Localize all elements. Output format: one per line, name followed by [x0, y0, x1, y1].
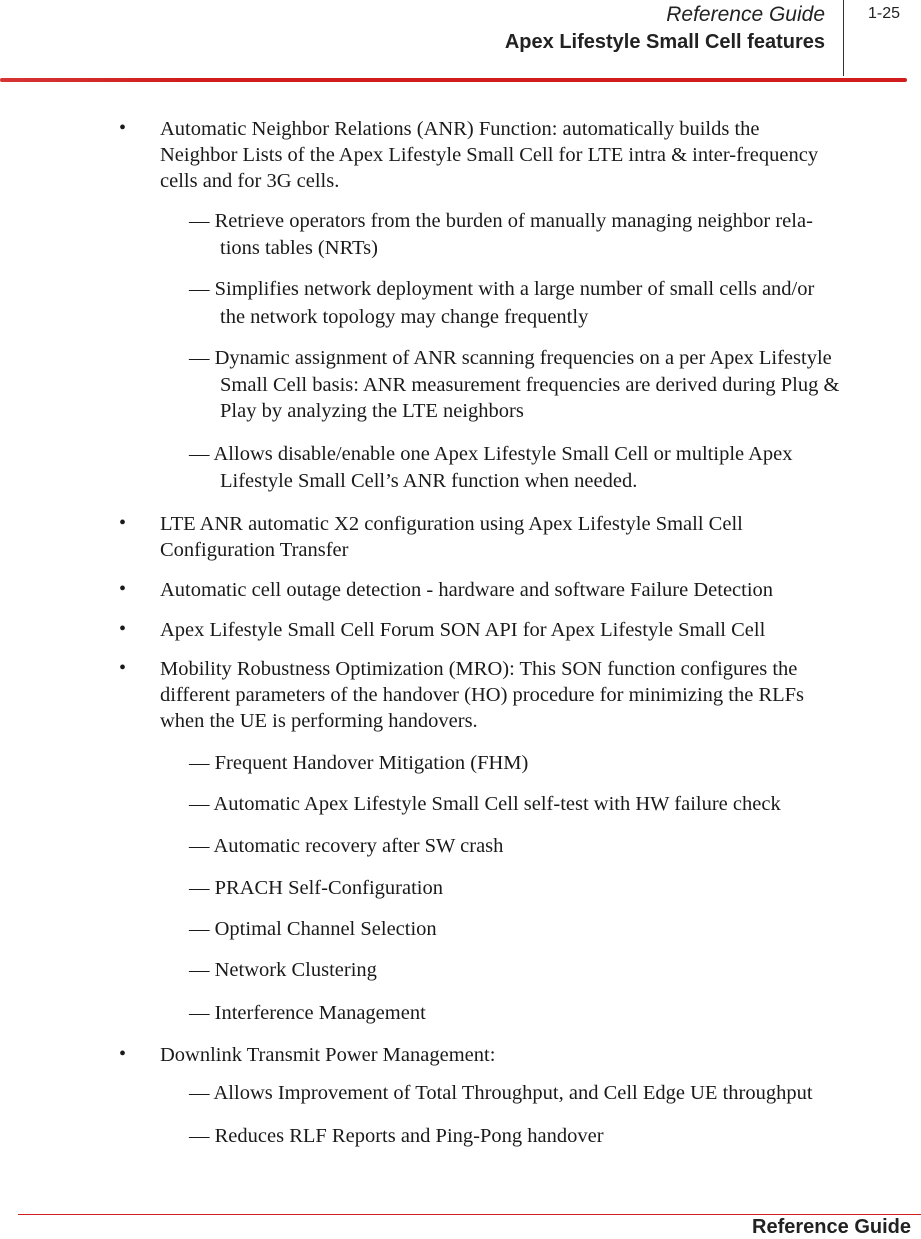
- header-section-title: Apex Lifestyle Small Cell features: [504, 31, 825, 53]
- bullet-glyph: •: [119, 512, 127, 534]
- sub-item-3-line-1: — Dynamic assignment of ANR scanning frequencies on a per Apex Lifestyle: [189, 347, 832, 369]
- sub-item-4-line-2: Lifestyle Small Cell’s ANR function when needed.: [220, 470, 638, 492]
- bullet-4-line-1: Apex Lifestyle Small Cell Forum SON API for Apex Lifestyle Small Cell: [160, 619, 766, 641]
- sub-item-1-line-2: tions tables (NRTs): [220, 237, 378, 259]
- sub-item-3-line-3: Play by analyzing the LTE neighbors: [220, 400, 524, 422]
- bullet-glyph: •: [119, 117, 127, 139]
- sub-item-10: — Network Clustering: [189, 959, 377, 981]
- bullet-glyph: •: [119, 578, 127, 600]
- sub-item-2-line-2: the network topology may change frequently: [220, 306, 589, 328]
- header-rule: [0, 78, 907, 82]
- sub-item-13: — Reduces RLF Reports and Ping-Pong handover: [189, 1125, 604, 1147]
- sub-item-6: — Automatic Apex Lifestyle Small Cell self-test with HW failure check: [189, 793, 781, 815]
- bullet-1-line-3: cells and for 3G cells.: [160, 170, 340, 192]
- sub-item-11: — Interference Management: [189, 1002, 426, 1024]
- bullet-2-line-2: Configuration Transfer: [160, 539, 349, 561]
- sub-item-3-line-2: Small Cell basis: ANR measurement frequencies are derived during Plug &: [220, 374, 840, 396]
- page-number: 1-25: [868, 5, 901, 22]
- bullet-6-line-1: Downlink Transmit Power Management:: [160, 1044, 496, 1066]
- header-divider: [843, 0, 844, 76]
- footer-guide-title: Reference Guide: [752, 1216, 911, 1238]
- sub-item-7: — Automatic recovery after SW crash: [189, 835, 504, 857]
- sub-item-12: — Allows Improvement of Total Throughput, and Cell Edge UE throughput: [189, 1082, 813, 1104]
- sub-item-2-line-1: — Simplifies network deployment with a large number of small cells and/or: [189, 278, 815, 300]
- bullet-3-line-1: Automatic cell outage detection - hardware and software Failure Detection: [160, 579, 774, 601]
- bullet-1-line-2: Neighbor Lists of the Apex Lifestyle Small Cell for LTE intra & inter-frequency: [160, 144, 819, 166]
- bullet-1-line-1: Automatic Neighbor Relations (ANR) Function: automatically builds the: [160, 118, 760, 140]
- sub-item-4-line-1: — Allows disable/enable one Apex Lifestyle Small Cell or multiple Apex: [189, 443, 793, 465]
- bullet-glyph: •: [119, 618, 127, 640]
- bullet-5-line-2: different parameters of the handover (HO) procedure for minimizing the RLFs: [160, 684, 805, 706]
- sub-item-1-line-1: — Retrieve operators from the burden of manually managing neighbor rela-: [189, 210, 813, 232]
- bullet-5-line-3: when the UE is performing handovers.: [160, 710, 478, 732]
- bullet-glyph: •: [119, 657, 127, 679]
- bullet-5-line-1: Mobility Robustness Optimization (MRO): This SON function configures the: [160, 658, 798, 680]
- sub-item-9: — Optimal Channel Selection: [189, 918, 437, 940]
- sub-item-5: — Frequent Handover Mitigation (FHM): [189, 752, 529, 774]
- bullet-glyph: •: [119, 1043, 127, 1065]
- bullet-2-line-1: LTE ANR automatic X2 configuration using Apex Lifestyle Small Cell: [160, 513, 743, 535]
- header-guide-title: Reference Guide: [666, 3, 825, 26]
- sub-item-8: — PRACH Self-Configuration: [189, 877, 443, 899]
- footer-rule: [18, 1214, 921, 1215]
